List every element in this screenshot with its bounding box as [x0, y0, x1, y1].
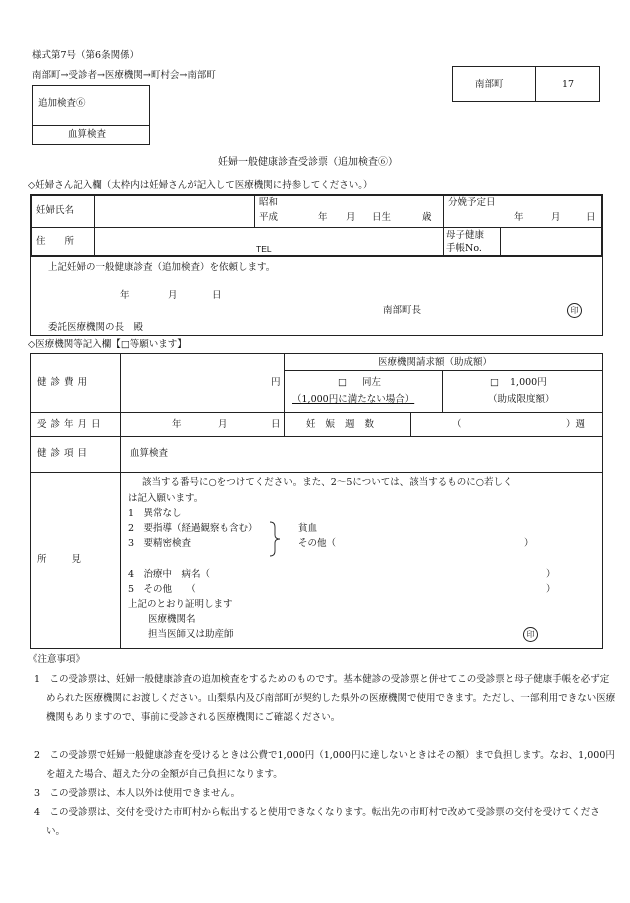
seal-mark: 印 — [523, 627, 538, 642]
section2-heading: ◇医療機関等記入欄【□等願います】 — [28, 339, 187, 350]
era-showa: 昭和 — [259, 197, 279, 208]
note-item: 2 この受診票で妊婦一般健康診査を受けるときは公費で1,000円（1,000円に達しないときはその額）まで負担します。なお、1,000円を超えた場合、超えた分の金額が自己負担になります。 — [34, 750, 615, 780]
checkbox-same[interactable]: □ — [338, 377, 347, 388]
finding-5: 5 その他 （ — [128, 584, 196, 595]
institution-head: 委託医療機関の長 殿 — [48, 322, 144, 333]
institution-name-label: 医療機関名 — [148, 614, 196, 625]
mayor-label: 南部町長 — [383, 305, 422, 316]
date-label: 受診年月日 — [37, 419, 105, 430]
note-item: 3 この受診票は、本人以外は使用できません。 — [34, 788, 241, 799]
item-label: 健診項目 — [37, 448, 92, 459]
request-text: 上記妊婦の一般健康診査（追加検査）を依頼します。 — [48, 262, 276, 273]
fee-label: 健診費用 — [37, 377, 92, 388]
name-label: 妊婦氏名 — [36, 205, 75, 216]
document-page: 様式第7号（第6条関係） 南部町→受診者→医療機関→町村会→南部町 南部町 17 追加検査⑥ 血算検査 妊婦一般健康診査受診票（追加検査⑥） ◇妊婦さん記入欄（太枠内は妊婦さんが記入して医療機関に持参してください。） 妊婦氏名 昭和 平成 年 月 日生 歳 分娩予定日 年 月 日 住 所 TEL 母子健康 手帳No. 上記妊婦の一般健康診査（追加検査）を依頼します。 年 月 日 南部町長 印 委託医療機関の長 殿 ◇医療機関等記入欄【□等願います】 健診費用 円 医療機関請求額（助成額） □ 同左 （1,000円に満たない場合） □ 1,000円 （助成限度額） 受診年月日 年 月 日 妊娠週数 （ ）週 健診項目 血算検査 所 見 該当する番号に○をつけてください。また、2～5については、該当するものに○若しく は記入願います。 1 異常なし 2 要指導（経過観察も含む） 3 要精密検査 貧血 その他（ ） 4 治療中 病名（ ） 5 その他 （ ） 上記のとおり証明します 医療機関名 担当医師又は助産師 印 《注意事項》 1 この受診票は、妊婦一般健康診査の追加検査をするためのものです。基本健診の受診票と併せてこの受診票と母子健康手帳を必ず定められた医療機関にお渡しください。山梨県内及び南部町が契約した県外の医療機関で使用できます。ただし、一部利用できない医療機関もありますので、事前に受診される医療機関にご確認ください。 2 この受診票で妊婦一般健康診査を受けるときは公費で1,000円（1,000円に達しないときはその額）まで負担します。なお、1,000円を超えた場合、超えた分の金額が自己負担になります。 3 この受診票は、本人以外は使用できません。 4 この受診票は、交付を受けた市町村から転出すると使用できなくなります。転出先の市町村で改めて受診票の交付を受けてください。 — [0, 0, 630, 903]
note-item: 1 この受診票は、妊婦一般健康診査の追加検査をするためのものです。基本健診の受診票と併せてこの受診票と母子健康手帳を必ず定められた医療機関にお渡しください。山梨県内及び南部町が契約した県外の医療機関で使用できます。ただし、一部利用できない医療機関もありますので、事前に受診される医療機関にご確認ください。 — [34, 674, 616, 723]
due-date-label: 分娩予定日 — [448, 197, 496, 208]
other-option: その他（ — [298, 538, 337, 549]
finding-3: 3 要精密検査 — [128, 538, 192, 549]
section1-heading: ◇妊婦さん記入欄（太枠内は妊婦さんが記入して医療機関に持参してください。） — [28, 180, 373, 191]
town-code: 17 — [562, 79, 575, 90]
findings-label: 所 見 — [37, 554, 84, 565]
town-name: 南部町 — [475, 79, 504, 90]
note-item: 4 この受診票は、交付を受けた市町村から転出すると使用できなくなります。転出先の市町村で改めて受診票の交付を受けてください。 — [34, 807, 600, 837]
certify-text: 上記のとおり証明します — [128, 599, 233, 610]
weeks-label: 妊娠週数 — [306, 419, 385, 430]
era-heisei: 平成 — [259, 212, 279, 223]
exam-box-sub: 血算検査 — [68, 129, 107, 140]
form-number: 様式第7号（第6条関係） — [32, 50, 140, 61]
routing-line: 南部町→受診者→医療機関→町村会→南部町 — [32, 70, 216, 81]
notes-heading: 《注意事項》 — [28, 654, 86, 665]
seal-mark: 印 — [567, 303, 582, 318]
brace-icon — [268, 521, 282, 557]
tel-label: TEL — [256, 244, 272, 254]
claim-header: 医療機関請求額（助成額） — [378, 357, 493, 368]
finding-1: 1 異常なし — [128, 508, 182, 519]
checkbox-1000[interactable]: □ — [490, 377, 499, 388]
item-value: 血算検査 — [130, 448, 169, 459]
patient-table — [30, 194, 603, 257]
page-title: 妊婦一般健康診査受診票（追加検査⑥） — [218, 157, 398, 168]
doctor-label: 担当医師又は助産師 — [148, 629, 234, 640]
anemia-option: 貧血 — [298, 523, 318, 534]
finding-2: 2 要指導（経過観察も含む） — [128, 523, 258, 534]
exam-box-title: 追加検査⑥ — [38, 98, 86, 109]
handbook-label: 手帳No. — [446, 243, 482, 254]
finding-4: 4 治療中 病名（ — [128, 569, 211, 580]
address-label: 住 所 — [36, 236, 75, 247]
